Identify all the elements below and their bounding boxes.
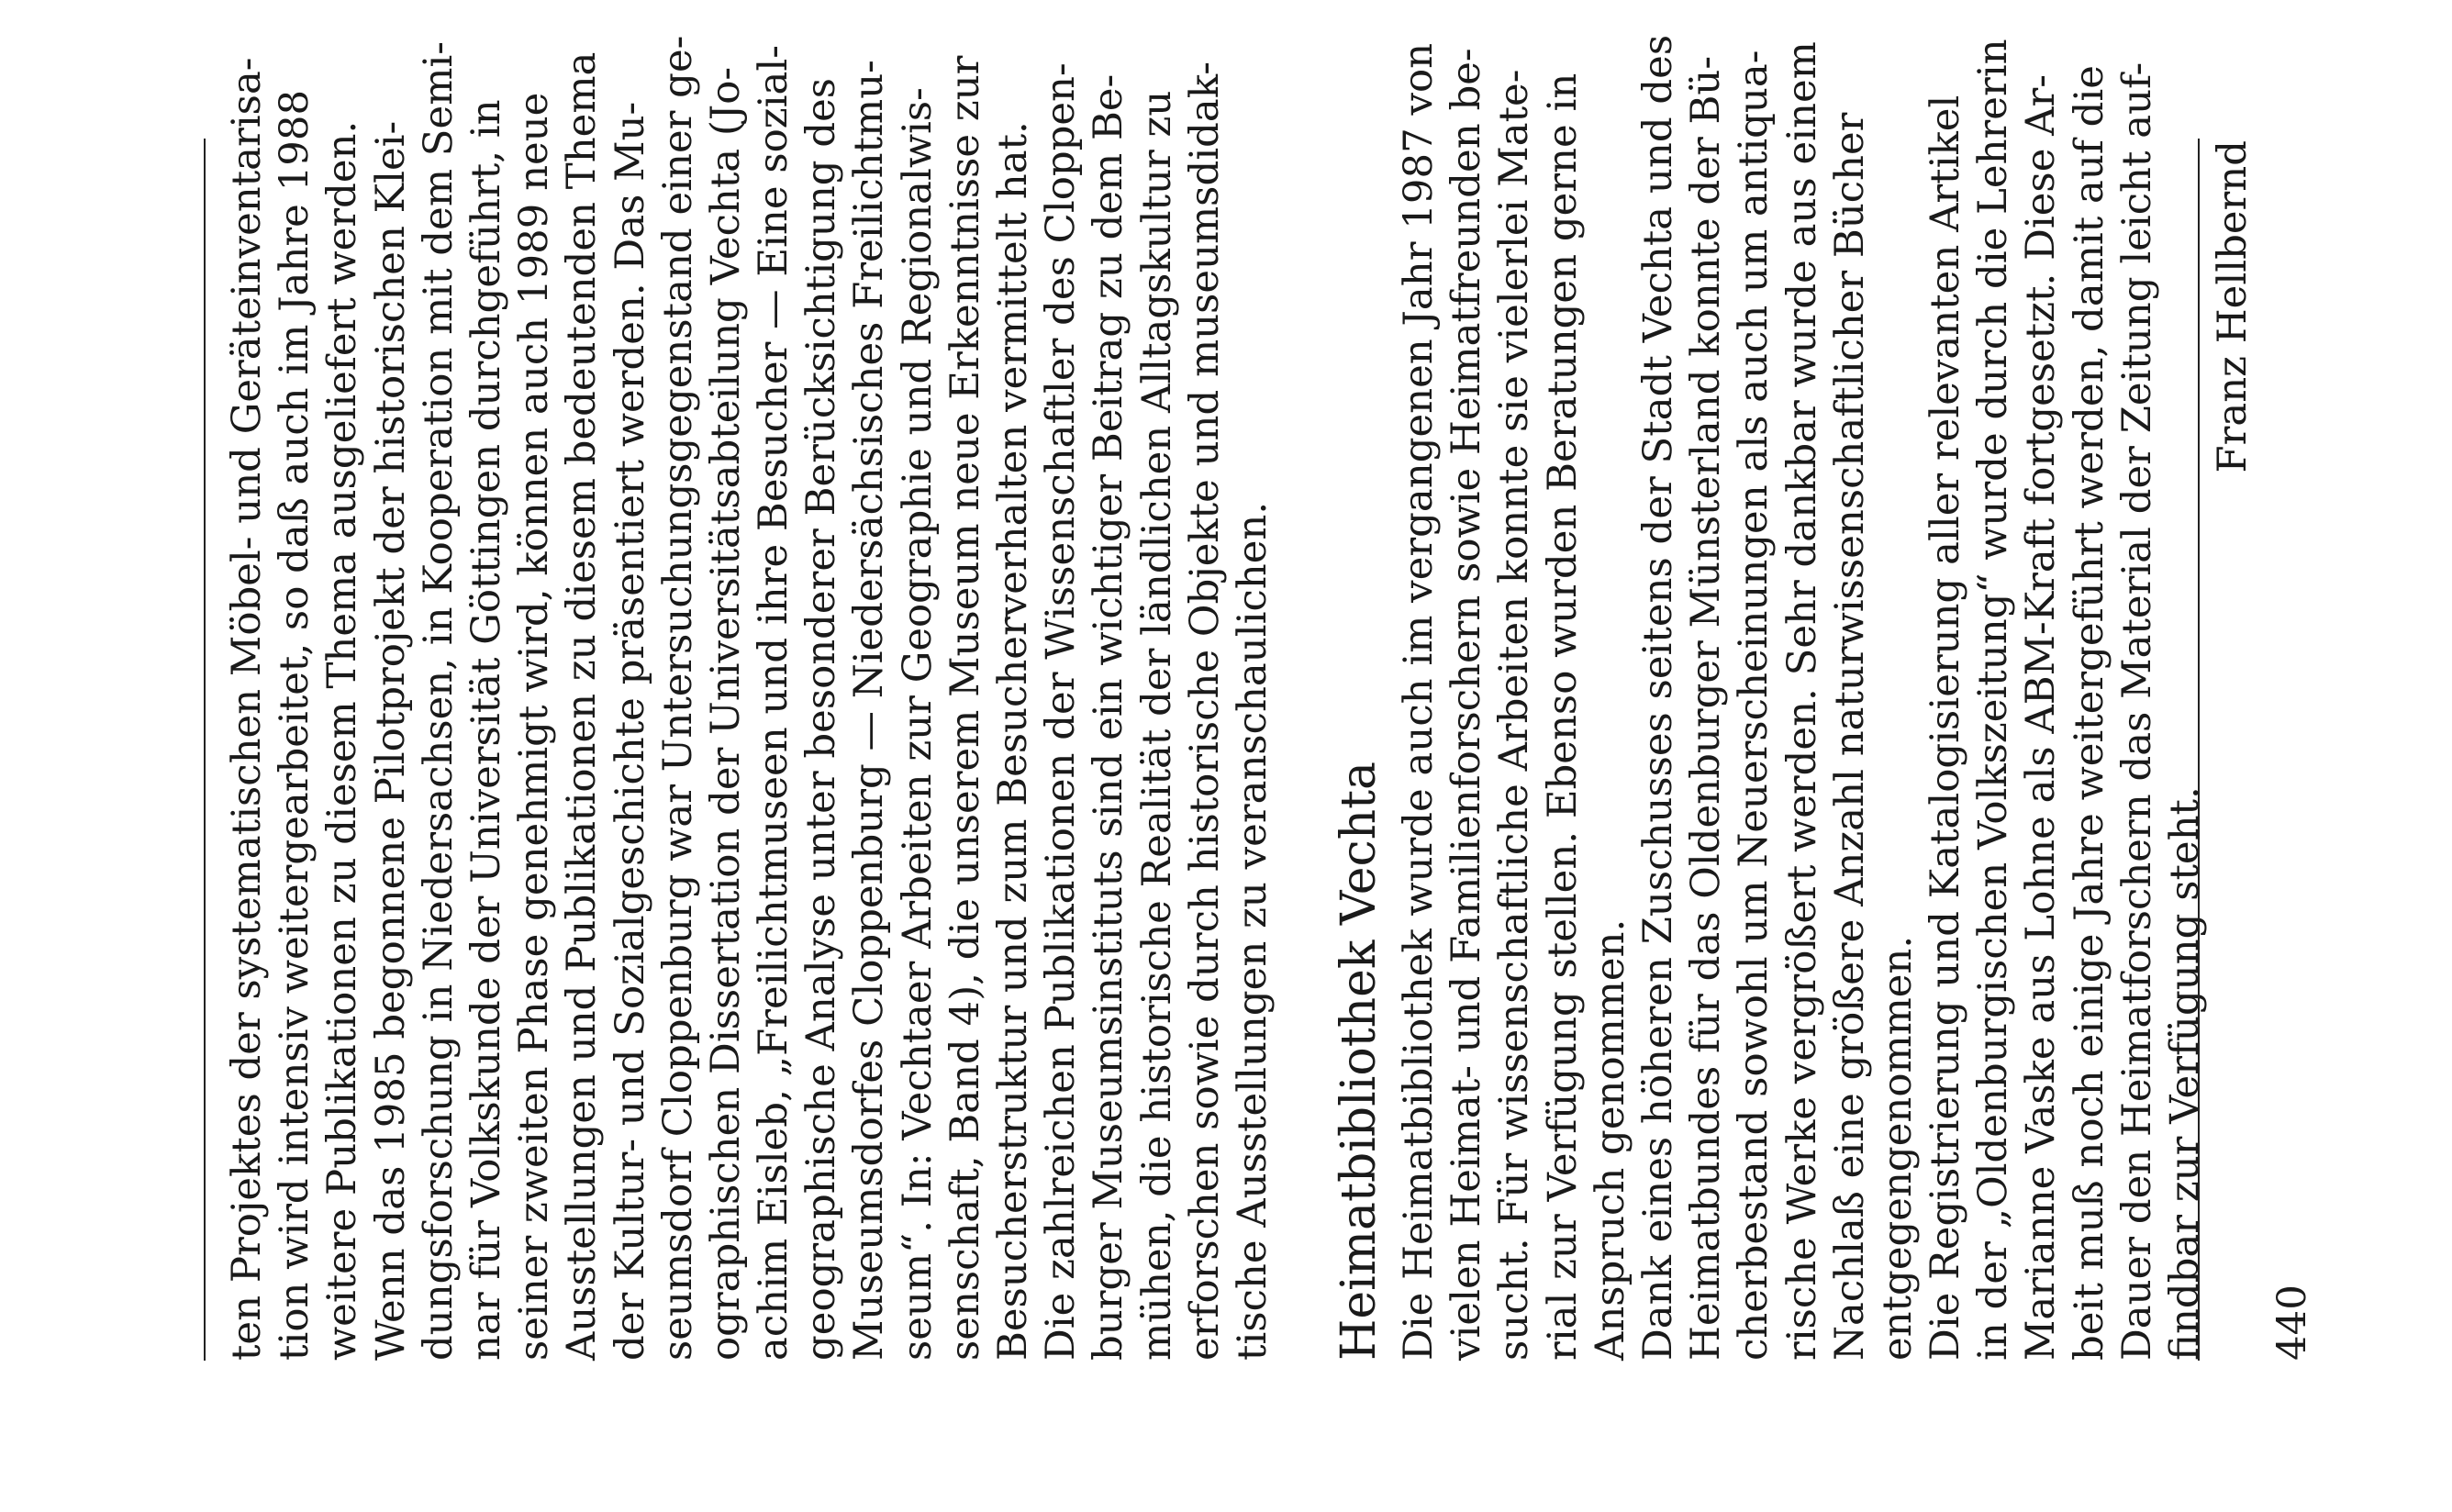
- text-line: Wenn das 1985 begonnene Pilotprojekt der historischen Klei-: [367, 120, 414, 1361]
- text-line: vielen Heimat- und Familienforschern sowie Heimatfreunden be-: [1443, 48, 1490, 1361]
- text-line: entgegengenommen.: [1874, 935, 1921, 1361]
- text-line: geographische Analyse unter besonderer Berücksichtigung des: [798, 77, 845, 1361]
- text-line: beit muß noch einige Jahre weitergeführt werden, damit auf die: [2066, 65, 2112, 1361]
- text-line: mühen, die historische Realität der ländlichen Alltagskultur zu: [1133, 90, 1180, 1361]
- body-text-section-1: [223, 35, 1276, 1361]
- text-line: Marianne Vaske aus Lohne als ABM-Kraft fortgesetzt. Diese Ar-: [2018, 74, 2065, 1361]
- text-line: cherbestand sowohl um Neuerscheinungen als auch um antiqua-: [1731, 50, 1778, 1361]
- text-line: tische Ausstellungen zu veranschaulichen.: [1229, 501, 1276, 1361]
- text-line: Die Registrierung und Katalogisierung aller relevanten Artikel: [1923, 94, 1969, 1361]
- page-number: 440: [2269, 1284, 2315, 1361]
- text-line: sucht. Für wissenschaftliche Arbeiten konnte sie vielerlei Mate-: [1491, 69, 1538, 1361]
- text-line: rial zur Verfügung stellen. Ebenso wurden Beratungen gerne in: [1539, 72, 1586, 1361]
- text-line: seumsdorf Cloppenburg war Untersuchungsgegenstand einer ge-: [654, 35, 701, 1361]
- body-text-section-2: [1395, 34, 2257, 1361]
- text-line: ten Projektes der systematischen Möbel- und Geräteinventarisa-: [224, 57, 270, 1361]
- text-line: Die Heimatbibliothek wurde auch im vergangenen Jahr 1987 von: [1396, 42, 1442, 1361]
- text-line: Dauer den Heimatforschern das Material der Zeitung leicht auf-: [2113, 61, 2160, 1361]
- text-line: Heimatbundes für das Oldenburger Münsterland konnte der Bü-: [1683, 56, 1730, 1361]
- author-signature: Franz Hellbernd: [2210, 140, 2257, 473]
- section-heading: Heimatbibliothek Vechta: [1332, 762, 1387, 1361]
- text-line: Dank eines höheren Zuschusses seitens der Stadt Vechta und des: [1634, 34, 1681, 1361]
- text-line: rische Werke vergrößert werden. Sehr dankbar wurde aus einem: [1778, 41, 1825, 1361]
- text-line: Ausstellungen und Publikationen zu diesem bedeutenden Thema: [559, 51, 606, 1361]
- text-line: nar für Volkskunde der Universität Göttingen durchgeführt, in: [463, 99, 509, 1361]
- text-line: seum“. In: Vechtaer Arbeiten zur Geographie und Regionalwis-: [894, 87, 941, 1361]
- text-line: findbar zur Verfügung steht.: [2162, 786, 2208, 1361]
- text-line: ographischen Dissertation der Universitätsabteilung Vechta (Jo-: [702, 66, 749, 1361]
- text-line: der Kultur- und Sozialgeschichte präsentiert werden. Das Mu-: [607, 101, 653, 1361]
- text-line: Besucherstruktur und zum Besucherverhalten vermittelt hat.: [990, 121, 1036, 1361]
- top-rule: [204, 139, 206, 1361]
- text-line: Nachlaß eine größere Anzahl naturwissenschaftlicher Bücher: [1826, 112, 1873, 1361]
- text-line: burger Museumsinstituts sind ein wichtiger Beitrag zu dem Be-: [1086, 73, 1132, 1361]
- text-line: in der „Oldenburgischen Volkszeitung“ wurde durch die Lehrerin: [1970, 39, 2017, 1361]
- text-line: senschaft, Band 4), die unserem Museum neue Erkenntnisse zur: [942, 55, 988, 1361]
- text-line: seiner zweiten Phase genehmigt wird, können auch 1989 neue: [511, 92, 558, 1361]
- text-line: achim Eisleb, „Freilichtmuseen und ihre Besucher — Eine sozial-: [751, 45, 797, 1361]
- text-line: Museumsdorfes Cloppenburg — Niedersächsisches Freilichtmu-: [846, 60, 893, 1361]
- text-line: erforschen sowie durch historische Objekte und museumsdidak-: [1181, 61, 1228, 1361]
- text-line: weitere Publikationen zu diesem Thema ausgeliefert werden.: [319, 120, 366, 1361]
- bottom-rule: [2198, 139, 2200, 1361]
- text-line: tion wird intensiv weitergearbeitet, so daß auch im Jahre 1988: [272, 89, 318, 1361]
- text-line: Anspruch genommen.: [1587, 918, 1633, 1361]
- text-line: Die zahlreichen Publikationen der Wissenschaftler des Cloppen-: [1038, 62, 1085, 1361]
- text-line: dungsforschung in Niedersachsen, in Kooperation mit dem Semi-: [415, 41, 462, 1361]
